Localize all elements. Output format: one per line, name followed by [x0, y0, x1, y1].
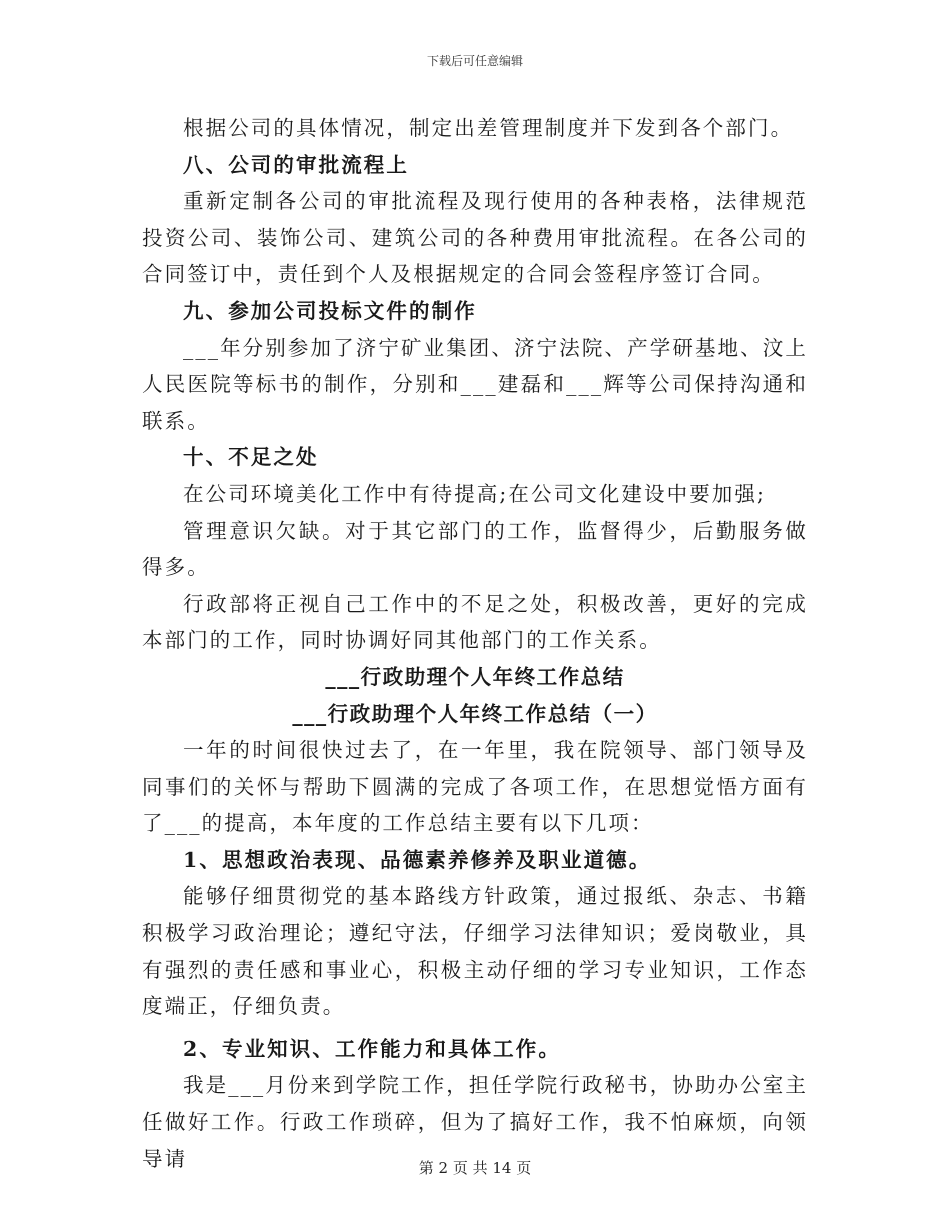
body-paragraph: 在公司环境美化工作中有待提高;在公司文化建设中要加强;: [183, 481, 767, 506]
document-title: ___行政助理个人年终工作总结: [325, 664, 625, 689]
body-paragraph: 管理意识欠缺。对于其它部门的工作，监督得少，后勤服务做得多。: [142, 518, 808, 580]
body-paragraph: 一年的时间很快过去了，在一年里，我在院领导、部门领导及同事们的关怀与帮助下圆满的完成了各项工作，在思想觉悟方面有了___的提高，本年度的工作总结主要有以下几项：: [142, 738, 808, 836]
body-paragraph: 根据公司的具体情况，制定出差管理制度并下发到各个部门。: [183, 116, 794, 140]
page-header-note: 下载后可任意编辑: [426, 54, 523, 68]
section-heading-9: 九、参加公司投标文件的制作: [183, 298, 477, 323]
body-paragraph: 重新定制各公司的审批流程及现行使用的各种表格，法律规范投资公司、装饰公司、建筑公司的各种费用审批流程。在各公司的合同签订中，责任到个人及根据规定的合同会签程序签订合同。: [142, 189, 808, 287]
section-heading-2: 2、专业知识、工作能力和具体工作。: [183, 1036, 561, 1061]
document-body: [142, 110, 808, 1177]
section-heading-1: 1、思想政治表现、品德素养修养及职业道德。: [183, 847, 652, 872]
document-subtitle: ___行政助理个人年终工作总结（一）: [292, 701, 658, 726]
section-heading-8: 八、公司的审批流程上: [183, 152, 409, 177]
body-paragraph: 我是___月份来到学院工作，担任学院行政秘书，协助办公室主任做好工作。行政工作琐碎，但为了搞好工作，我不怕麻烦，向领导请: [142, 1073, 808, 1171]
section-heading-10: 十、不足之处: [183, 445, 319, 470]
body-paragraph: ___年分别参加了济宁矿业集团、济宁法院、产学研基地、汶上人民医院等标书的制作，分别和___建磊和___辉等公司保持沟通和联系。: [142, 335, 808, 433]
body-paragraph: 能够仔细贯彻党的基本路线方针政策，通过报纸、杂志、书籍积极学习政治理论；遵纪守法，仔细学习法律知识；爱岗敬业，具有强烈的责任感和事业心，积极主动仔细的学习专业知识，工作态度端正，仔细负责。: [142, 884, 808, 1019]
body-paragraph: 行政部将正视自己工作中的不足之处，积极改善，更好的完成本部门的工作，同时协调好同其他部门的工作关系。: [142, 591, 808, 653]
page-number: 第 2 页 共 14 页: [418, 1159, 532, 1177]
